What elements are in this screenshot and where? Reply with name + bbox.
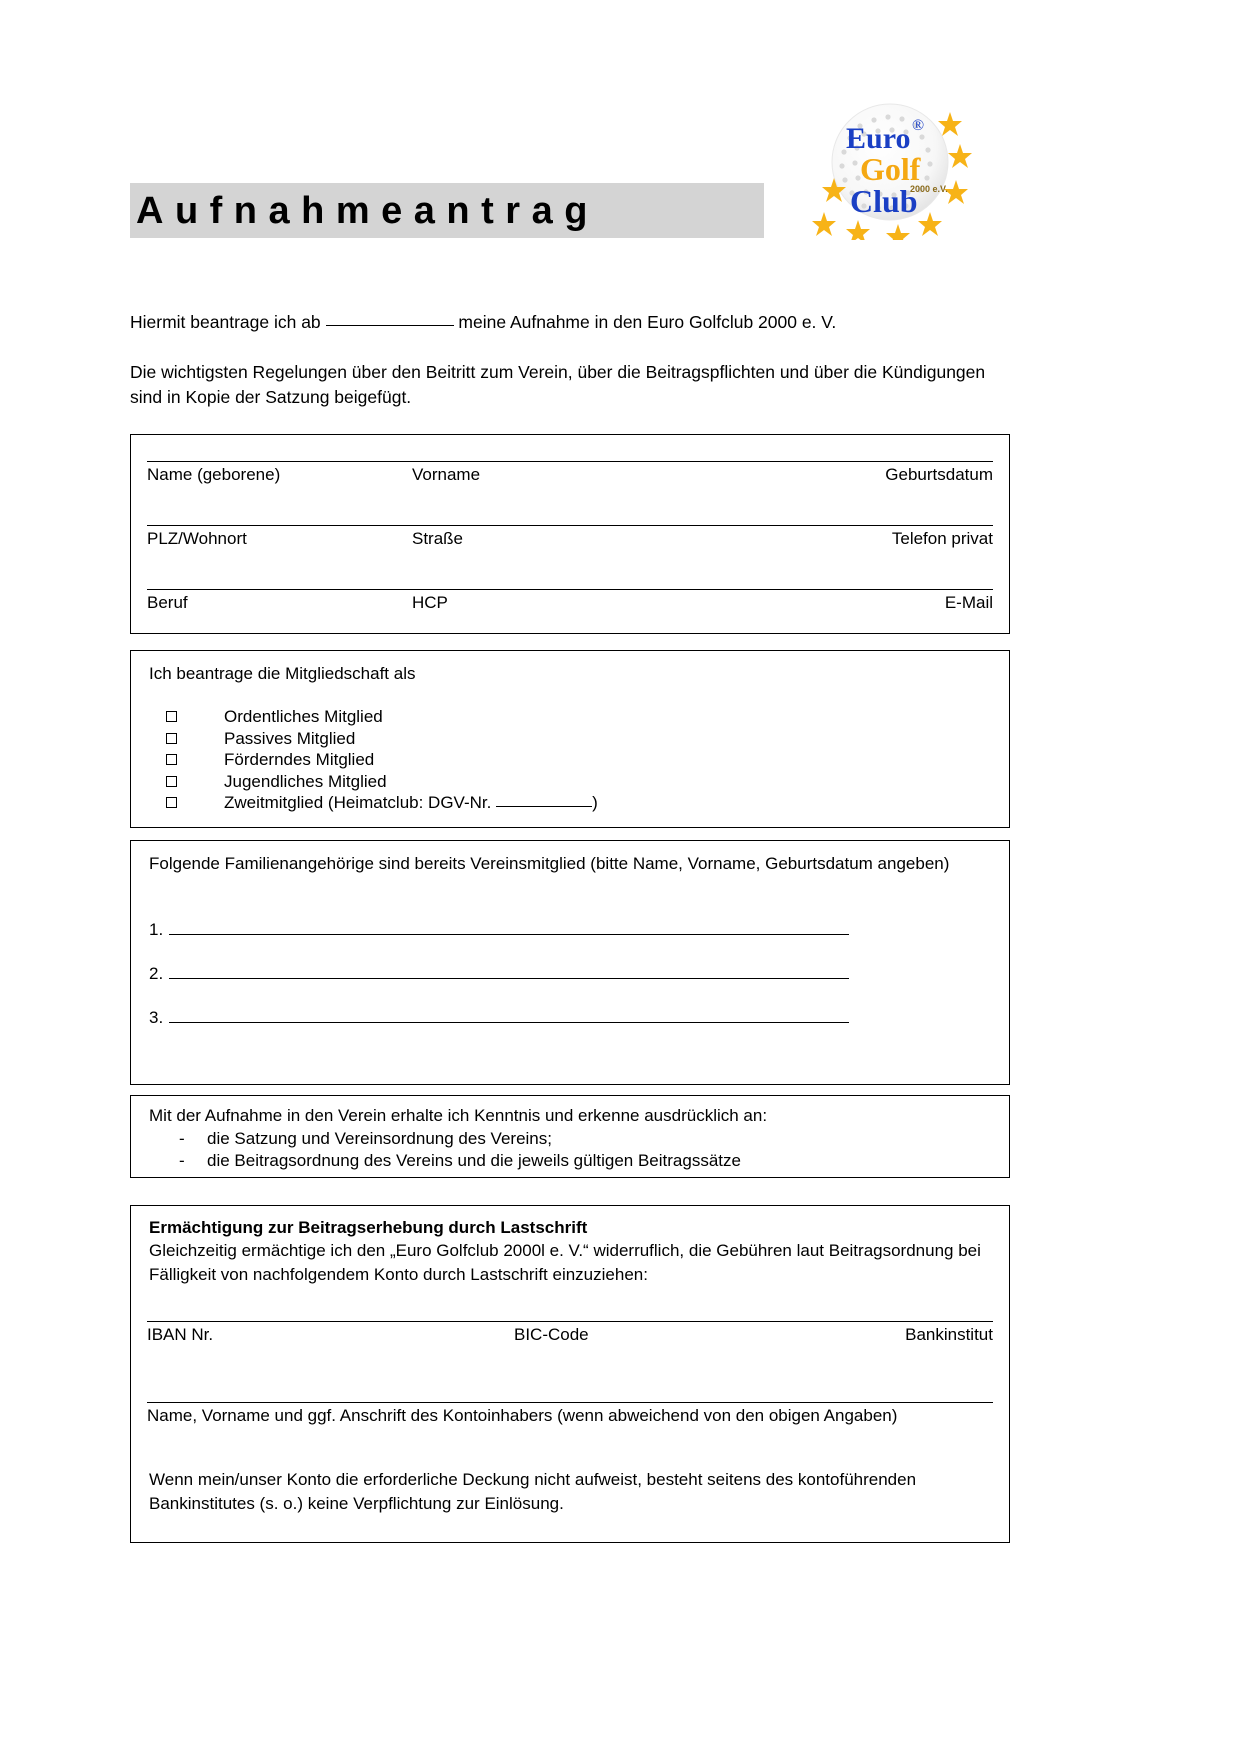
family-entry-3: [149, 1007, 849, 1029]
membership-type-box: [130, 650, 1010, 828]
acknowledgment-box: [130, 1095, 1010, 1178]
membership-option-passives[interactable]: [149, 728, 598, 750]
label-strasse: Straße: [412, 529, 464, 548]
membership-heading: Ich beantrage die Mitgliedschaft als: [149, 664, 416, 683]
personal-row-address: [147, 525, 993, 587]
euro-golf-club-logo: [812, 88, 972, 240]
personal-row-profession: [147, 589, 993, 651]
bank-details-write-line[interactable]: [147, 1321, 993, 1322]
label-name: Name (geborene): [147, 465, 281, 484]
option-label-text: Zweitmitglied (Heimatclub: DGV-Nr.: [224, 793, 492, 812]
account-holder-row: [147, 1402, 993, 1442]
direct-debit-body-text: Gleichzeitig ermächtige ich den „Euro Golfclub 2000l e. V.“ widerruflich, die Gebühren laut Beitragsordnung bei Fälligkeit von nachfolgendem Konto durch Lastschrift einzuziehen:: [149, 1241, 981, 1284]
label-email: E-Mail: [944, 593, 993, 612]
label-bic: BIC-Code: [514, 1325, 589, 1344]
entry-number: 3.: [149, 1008, 164, 1027]
svg-text:2000 e.V.: 2000 e.V.: [910, 184, 948, 194]
checkbox-icon[interactable]: [166, 733, 177, 744]
acknowledgment-item-text: die Satzung und Vereinsordnung des Vereins;: [207, 1129, 552, 1148]
acknowledgment-intro: Mit der Aufnahme in den Verein erhalte ich Kenntnis und erkenne ausdrücklich an:: [149, 1106, 768, 1125]
direct-debit-box: [130, 1205, 1010, 1543]
family-intro-text: Folgende Familienangehörige sind bereits Vereinsmitglied (bitte Name, Vorname, Geburtsdatum angeben): [149, 854, 950, 873]
checkbox-icon[interactable]: [166, 754, 177, 765]
acknowledgment-item-2: [149, 1150, 741, 1172]
label-iban: IBAN Nr.: [147, 1325, 214, 1344]
family-entry-write-line[interactable]: [169, 920, 849, 935]
label-geburtsdatum: Geburtsdatum: [885, 465, 993, 484]
family-entry-write-line[interactable]: [169, 1008, 849, 1023]
page-title-band: [130, 183, 764, 238]
checkbox-icon[interactable]: [166, 797, 177, 808]
bullet-dash: -: [179, 1151, 185, 1170]
option-label-zweitmitglied: [224, 792, 598, 814]
family-entry-1: [149, 919, 849, 941]
membership-option-list: [149, 706, 598, 814]
label-hcp: HCP: [412, 593, 448, 612]
svg-text:Golf: Golf: [860, 151, 921, 187]
label-plz-wohnort: PLZ/Wohnort: [147, 529, 247, 548]
account-holder-write-line[interactable]: [147, 1402, 993, 1403]
label-vorname: Vorname: [412, 465, 481, 484]
option-label: Ordentliches Mitglied: [224, 707, 383, 726]
family-entry-2: [149, 963, 849, 985]
option-label-tail: ): [592, 793, 598, 812]
profession-write-line[interactable]: [147, 589, 993, 590]
address-write-line[interactable]: [147, 525, 993, 526]
membership-option-ordentliches[interactable]: [149, 706, 598, 728]
label-telefon-privat: Telefon privat: [891, 529, 993, 548]
svg-text:Club: Club: [850, 183, 918, 219]
personal-data-box: [130, 434, 1010, 634]
acknowledgment-item-1: [149, 1128, 552, 1150]
direct-debit-title: Ermächtigung zur Beitragserhebung durch Lastschrift: [149, 1218, 588, 1237]
svg-text:®: ®: [912, 117, 925, 134]
option-label: Jugendliches Mitglied: [224, 771, 387, 791]
intro-text-after-blank: meine Aufnahme in den Euro Golfclub 2000 e. V.: [458, 312, 837, 332]
checkbox-icon[interactable]: [166, 711, 177, 722]
bank-details-row: [147, 1321, 993, 1361]
svg-text:Euro: Euro: [846, 122, 911, 155]
membership-option-zweitmitglied[interactable]: [149, 792, 598, 814]
entry-date-blank[interactable]: [326, 311, 454, 326]
document-header: [0, 0, 1240, 300]
bullet-dash: -: [179, 1129, 185, 1148]
label-bankinstitut: Bankinstitut: [905, 1325, 993, 1344]
checkbox-icon[interactable]: [166, 776, 177, 787]
option-label: Passives Mitglied: [224, 728, 356, 748]
option-label: Förderndes Mitglied: [224, 750, 375, 769]
acknowledgment-item-text: die Beitragsordnung des Vereins und die jeweils gültigen Beitragssätze: [207, 1151, 741, 1170]
membership-option-jugendliches[interactable]: [149, 771, 598, 793]
personal-row-name: [147, 461, 993, 523]
name-write-line[interactable]: [147, 461, 993, 462]
intro-paragraph-2: Die wichtigsten Regelungen über den Beitritt zum Verein, über die Beitragspflichten und über die Kündigungen sind in Kopie der Satzung beigefügt.: [130, 362, 986, 407]
direct-debit-footer-text: Wenn mein/unser Konto die erforderliche Deckung nicht aufweist, besteht seitens des kontoführenden Bankinstitutes (s. o.) keine Verpflichtung zur Einlösung.: [149, 1470, 917, 1513]
intro-text-before-blank: Hiermit beantrage ich ab: [130, 312, 321, 332]
family-members-box: [130, 840, 1010, 1085]
entry-number: 2.: [149, 964, 164, 983]
dgv-number-blank[interactable]: [496, 794, 592, 807]
label-beruf: Beruf: [147, 593, 188, 612]
family-entry-write-line[interactable]: [169, 964, 849, 979]
entry-number: 1.: [149, 920, 164, 939]
page-title: Aufnahmeantrag: [136, 189, 599, 232]
membership-option-foerderndes[interactable]: [149, 749, 598, 771]
intro-paragraph-1: [130, 310, 1010, 335]
label-account-holder: Name, Vorname und ggf. Anschrift des Kontoinhabers (wenn abweichend von den obigen Angaben): [147, 1406, 898, 1425]
